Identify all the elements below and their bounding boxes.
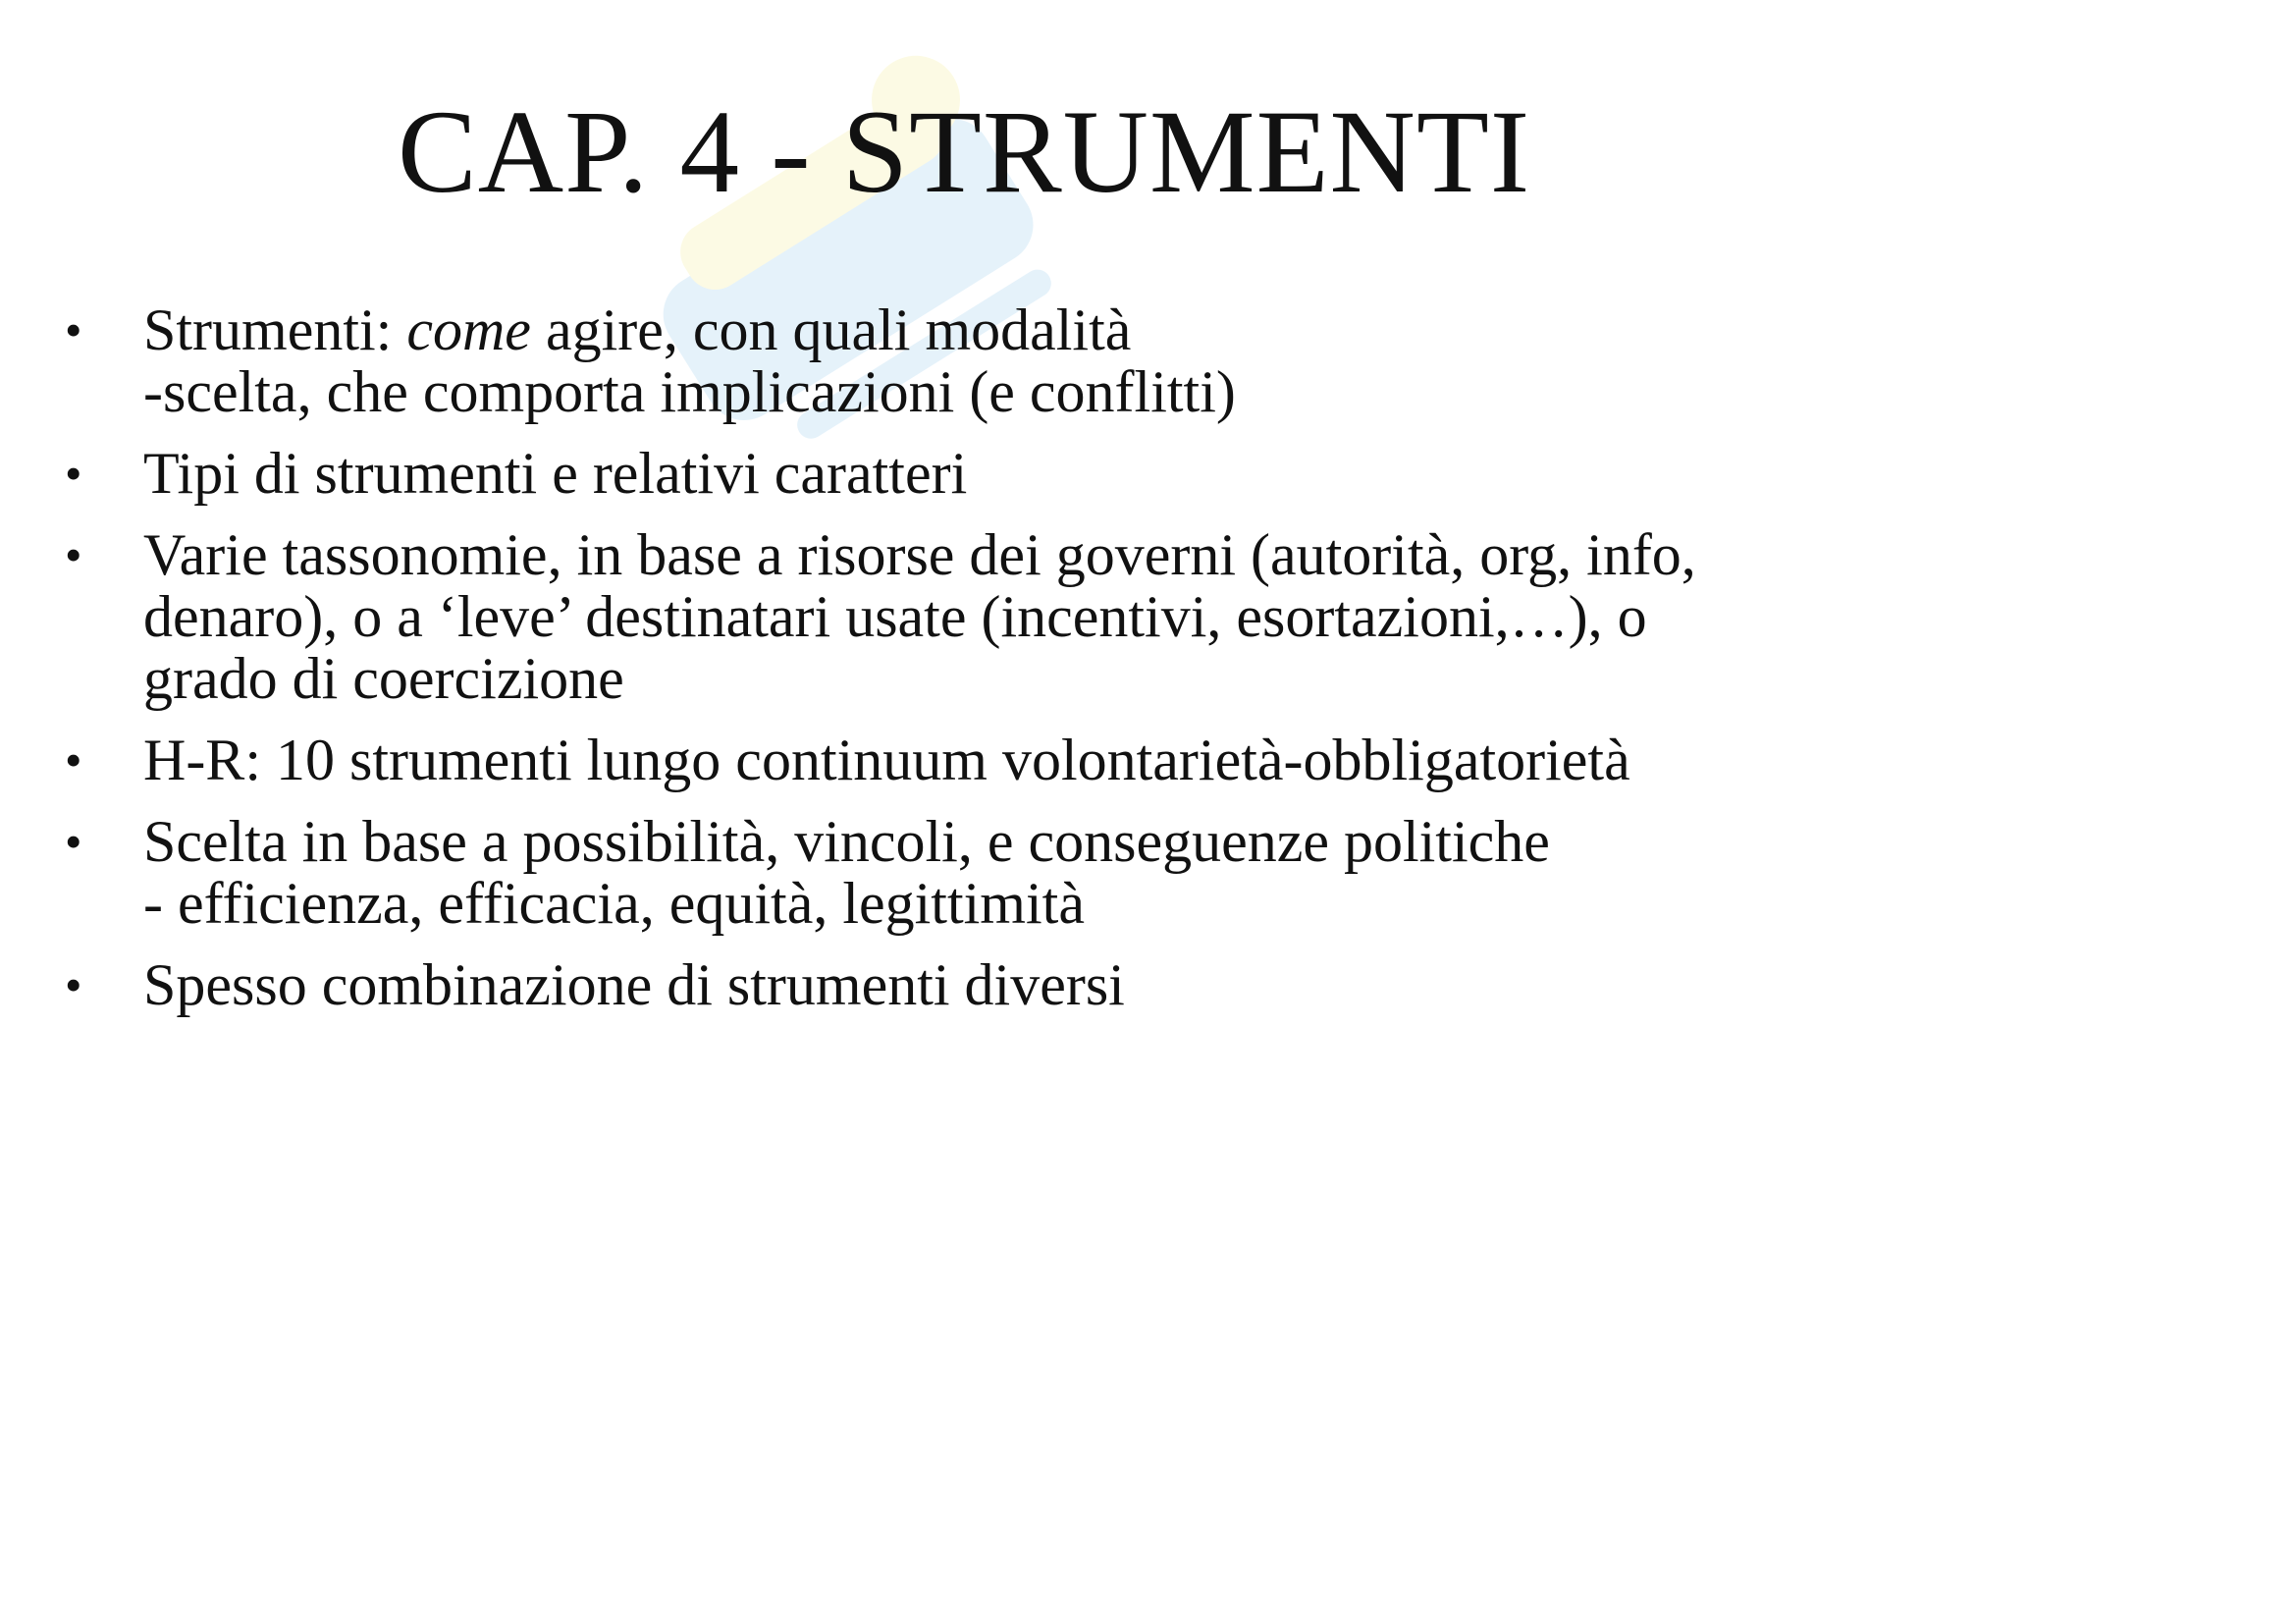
bullet-icon: • — [65, 527, 82, 582]
bullet-icon: • — [65, 302, 82, 357]
page-title: CAP. 4 - STRUMENTI — [398, 86, 1531, 218]
bullet-icon: • — [65, 814, 82, 869]
bullet-line: denaro), o a ‘leve’ destinatari usate (incentivi, esortazioni,…), o — [143, 584, 1647, 649]
bullet-line: Varie tassonomie, in base a risorse dei governi (autorità, org, info, — [143, 522, 1696, 587]
bullet-line: Spesso combinazione di strumenti diversi — [143, 952, 1125, 1017]
list-item — [0, 443, 2258, 505]
bullet-icon: • — [65, 732, 82, 787]
bullet-line: Strumenti: come agire, con quali modalità — [143, 298, 1132, 362]
emphasis-text: come — [406, 298, 531, 362]
bullet-icon: • — [65, 446, 82, 501]
bullet-line: Scelta in base a possibilità, vincoli, e conseguenze politiche — [143, 809, 1550, 874]
list-item — [0, 730, 2258, 791]
bullet-list — [0, 299, 2258, 1036]
list-item — [0, 524, 2258, 710]
bullet-line: grado di coercizione — [143, 646, 624, 711]
list-item — [0, 954, 2258, 1016]
bullet-line: -scelta, che comporta implicazioni (e conflitti) — [143, 359, 1236, 424]
list-item — [0, 811, 2258, 935]
bullet-line: Tipi di strumenti e relativi caratteri — [143, 441, 968, 506]
list-item — [0, 299, 2258, 423]
bullet-line: H-R: 10 strumenti lungo continuum volontarietà-obbligatorietà — [143, 728, 1630, 792]
bullet-line: - efficienza, efficacia, equità, legittimità — [143, 871, 1085, 936]
bullet-icon: • — [65, 957, 82, 1012]
